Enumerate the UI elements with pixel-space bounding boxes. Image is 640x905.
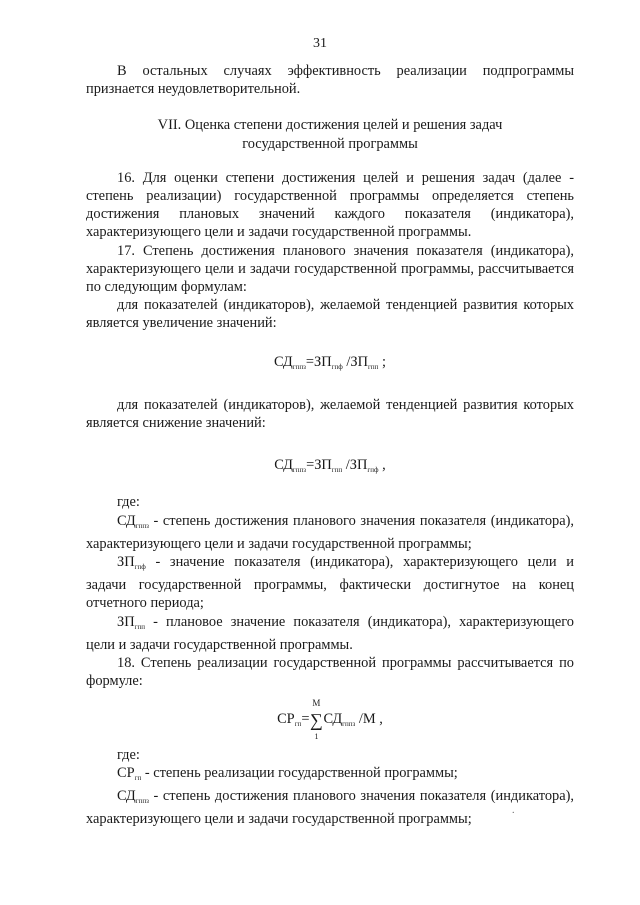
where-label: где: [117, 494, 140, 511]
formula-subscript: гпф [367, 466, 379, 475]
formula-operator: = [306, 457, 315, 474]
sum-symbol: ∑ [310, 710, 323, 731]
formula-symbol: ЗП [314, 353, 332, 370]
def-subscript: гп [134, 773, 142, 782]
definition-sr [86, 764, 574, 787]
formula-punct: , [379, 711, 383, 728]
formula-symbol: СД [323, 711, 343, 728]
def-symbol: СД [117, 512, 136, 529]
def-subscript: гппз [135, 521, 149, 530]
paragraph-decrease: для показателей (индикаторов), желаемой тенденцией развития которых является снижение значений: [86, 396, 574, 432]
def-text: - плановое значение показателя (индикатора), характеризующего цели и задачи государственной программы. [86, 613, 574, 653]
def-subscript: гпф [134, 563, 146, 572]
formula-symbol: СР [277, 711, 295, 728]
formula-operator: / [358, 711, 363, 728]
formula-operator: = [301, 711, 310, 728]
paragraph-increase: для показателей (индикаторов), желаемой тенденцией развития которых является увеличение значений: [86, 297, 574, 332]
formula-operator: / [346, 353, 351, 370]
section-title-line-2: государственной программы [242, 135, 418, 152]
formula-symbol: ЗП [350, 353, 368, 370]
page-number: 31 [313, 36, 327, 51]
formula-decrease [86, 456, 574, 479]
definition-sd-2 [86, 787, 574, 828]
formula-symbol: ЗП [349, 457, 368, 474]
formula-program-realization [86, 698, 574, 742]
page-content [86, 62, 574, 829]
sum-lower-limit: 1 [314, 732, 319, 742]
formula-subscript: гпп [331, 466, 343, 475]
formula-symbol: ЗП [314, 457, 332, 474]
formula-subscript: гпп [367, 362, 379, 371]
where-label: где: [117, 746, 140, 763]
summation-sign [309, 698, 323, 742]
def-text: - степень достижения планового значения показателя (индикатора), характеризующего цели и задачи государственной программы; [86, 512, 574, 552]
formula-symbol: СД [274, 457, 293, 474]
formula-punct: ; [381, 353, 386, 370]
def-subscript: гппз [135, 797, 149, 806]
formula-subscript: гппз [342, 720, 356, 729]
formula-subscript: гппз [292, 466, 307, 475]
section-title-line-1: VII. Оценка степени достижения целей и решения задач [157, 117, 503, 134]
stray-mark: . [512, 805, 515, 816]
def-subscript: гпп [134, 622, 145, 631]
paragraph-17: 17. Степень достижения планового значения показателя (индикатора), характеризующего цели и задачи государственной программы, рассчитывается по следующим формулам: [86, 242, 574, 296]
formula-subscript: гп [294, 720, 302, 729]
formula-subscript: гпф [331, 362, 343, 371]
sum-upper-limit: М [312, 698, 321, 709]
def-symbol: ЗП [117, 613, 135, 630]
definition-sd [86, 512, 574, 553]
definition-zpf [86, 553, 574, 613]
def-symbol: СР [117, 764, 135, 781]
paragraph-18: 18. Степень реализации государственной программы рассчитывается по формуле: [86, 655, 574, 690]
definition-zpp [86, 613, 574, 654]
formula-symbol: М [362, 711, 376, 728]
formula-punct: , [382, 457, 386, 474]
formula-operator: = [305, 353, 314, 370]
formula-subscript: гппз [292, 362, 306, 371]
formula-symbol: СД [274, 353, 293, 370]
def-symbol: СД [117, 788, 136, 805]
section-title [86, 116, 574, 152]
formula-increase [86, 353, 574, 376]
def-text: - степень реализации государственной программы; [141, 764, 458, 781]
formula-operator: / [345, 457, 350, 474]
def-text: - значение показателя (индикатора), характеризующего цели и задачи государственной программы, фактически достигнутое на конец отчетного периода; [86, 554, 574, 612]
intro-paragraph: В остальных случаях эффективность реализации подпрограммы признается неудовлетворительной. [86, 63, 574, 98]
paragraph-16: 16. Для оценки степени достижения целей и решения задач (далее - степень реализации) государственной программы определяется степень достижения плановых значений каждого показателя (индикатора), характеризующего цели и задачи государственной программы. [86, 169, 574, 241]
def-symbol: ЗП [117, 554, 135, 571]
def-text: - степень достижения планового значения показателя (индикатора), характеризующего цели и задачи государственной программы; [86, 788, 574, 828]
